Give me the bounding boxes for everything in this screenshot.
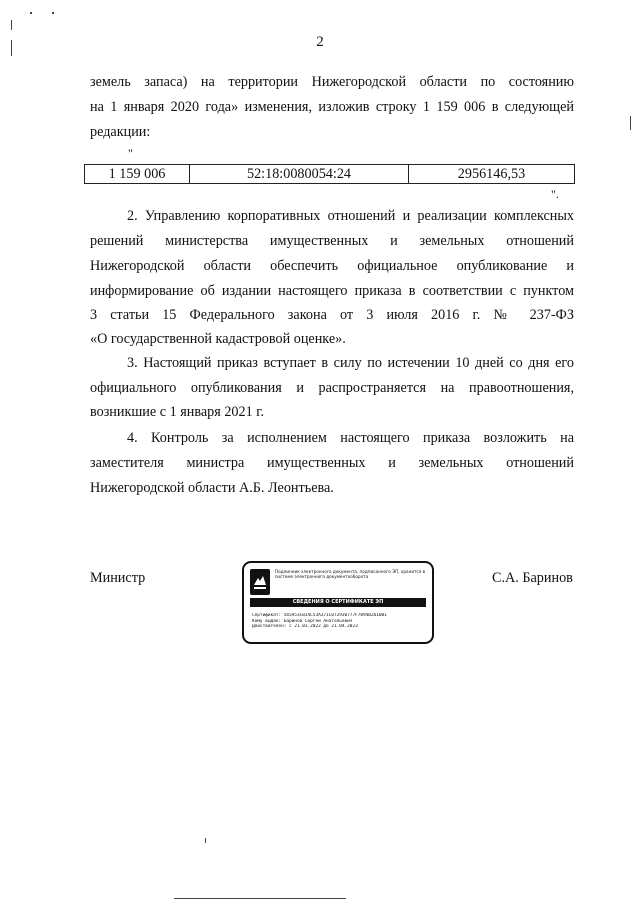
item2-line-2: решений министерства имущественных и земельных отношений (90, 233, 574, 249)
intro-line-1: земель запаса) на территории Нижегородской области по состоянию (90, 74, 574, 90)
intro-line-3: редакции: (90, 124, 151, 140)
cadastral-number-cell: 52:18:0080054:24 (190, 165, 409, 184)
stamp-issued-to: Кому выдан: Баринов Сергей Анатольевич (252, 618, 353, 624)
item2-line-4: информирование об издании настоящего приказа в соответствии с пунктом (90, 283, 574, 299)
signatory-name: С.А. Баринов (492, 570, 573, 586)
cadastral-value-cell: 2956146,53 (409, 165, 575, 184)
stamp-valid: Действителен: с 21.01.2022 до 21.04.2023 (252, 624, 358, 630)
intro-line-2: на 1 января 2020 года» изменения, изложив строку 1 159 006 в следующей (90, 99, 574, 115)
close-quote: ". (551, 187, 559, 201)
scan-mark-bottom (205, 838, 206, 843)
item4-line-2: заместителя министра имущественных и земельных отношений (90, 455, 574, 471)
item2-line-6: «О государственной кадастровой оценке». (90, 331, 346, 347)
scan-mark-top-left (11, 20, 12, 30)
item4-line-1: 4. Контроль за исполнением настоящего приказа возложить на (127, 430, 574, 446)
stamp-note: Подлинник электронного документа, подписанного ЭП, хранится в системе электронного документооборота (275, 569, 426, 580)
stamp-certificate: Сертификат: 565A53CB34C53A371C072930777F7094B2610B1 (252, 613, 387, 618)
cadastral-value-row (84, 164, 575, 184)
electronic-signature-stamp (242, 561, 434, 644)
item2-line-5: 3 статьи 15 Федерального закона от 3 июля 2016 г. № 237-ФЗ (90, 307, 574, 323)
open-quote: " (128, 146, 133, 160)
item2-line-1: 2. Управлению корпоративных отношений и реализации комплексных (127, 208, 574, 224)
item3-line-3: возникшие с 1 января 2021 г. (90, 404, 265, 420)
scan-dot-2 (52, 12, 54, 14)
signatory-title: Министр (90, 570, 146, 586)
item3-line-2: официального опубликования и распространяется на правоотношения, (90, 380, 574, 396)
page-number: 2 (316, 34, 324, 50)
scan-line-bottom (174, 898, 346, 899)
scan-mark-right (630, 116, 631, 130)
scan-dot-1 (30, 12, 32, 14)
row-number-cell: 1 159 006 (85, 165, 190, 184)
coat-of-arms-icon (250, 569, 270, 595)
item3-line-1: 3. Настоящий приказ вступает в силу по истечении 10 дней со дня его (127, 355, 574, 371)
item2-line-3: Нижегородской области обеспечить официальное опубликование и (90, 258, 574, 274)
item4-line-3: Нижегородской области А.Б. Леонтьева. (90, 480, 334, 496)
scan-mark-left (11, 40, 12, 56)
stamp-header: СВЕДЕНИЯ О СЕРТИФИКАТЕ ЭП (250, 598, 426, 607)
